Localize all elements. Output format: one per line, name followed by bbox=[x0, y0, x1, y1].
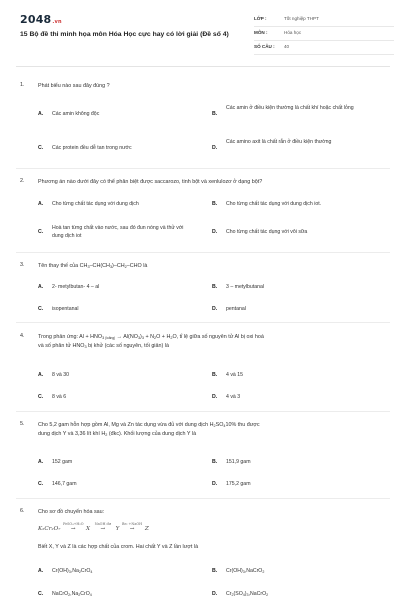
question-separator bbox=[16, 498, 390, 499]
meta-row-subject: MÔN : Hóa học bbox=[254, 27, 394, 41]
question-separator bbox=[16, 411, 390, 412]
question-subtext: Biết X, Y và Z là các hợp chất của crom. Hai chất Y và Z lần lượt là bbox=[38, 544, 199, 550]
header-divider bbox=[16, 66, 390, 67]
meta-row-question-count: SỐ CÂU : 40 bbox=[254, 41, 394, 55]
reaction-scheme: K₂Cr₂O₇ → FeSO₄+H₂O X → NaOH dư Y → Br₂ +NaOH Z bbox=[38, 522, 149, 532]
question-text: Cho 5,2 gam hỗn hợp gồm Al, Mg và Zn tác dụng vừa đủ với dung dịch $H_2SO_410\%$ thu được dung dịch Y và 3,36 lít khí $H_2$ (đkc). Khối lượng của dung dịch Y là bbox=[38, 422, 260, 437]
meta-row-class: LỚP : Tốt nghiệp THPT bbox=[254, 13, 394, 27]
site-logo[interactable]: 2048.vn bbox=[20, 13, 62, 26]
question-text: Trong phản ứng: $Al + HNO_3$ $_{(loãng)} \to Al(NO_3)_3 + N_2O + H_2O$, tỉ lệ giữa số nguyên tử Al bị oxi hoá và số phân tử $HNO_3$ bị khử (các số nguyên, tối giản) là bbox=[38, 334, 264, 349]
document-meta bbox=[254, 13, 394, 55]
question-separator bbox=[16, 168, 390, 169]
document-title: 15 Bộ đề thi minh họa môn Hóa Học cực hay có lời giải (Đề số 4) bbox=[20, 31, 229, 38]
question-separator bbox=[16, 252, 390, 253]
question-text: Phương án nào dưới đây có thể phân biệt được saccarozo, tinh bột và xenlulozơ ở dạng bột? bbox=[38, 179, 263, 185]
document-page: 2048.vn 15 Bộ đề thi minh họa môn Hóa Học cực hay có lời giải (Đề số 4) LỚP : Tốt nghiệp THPT MÔN : Hóa học SỐ CÂU : 40 1. Phát biểu nào sau đây đúng ? A. Các amin không độc B. Các amin ở điều kiện thường là chất khí hoặc chất lỏng C. Các protein đều dễ tan trong nước D. Các amino axit là chất rắn ở điều kiện thường 2. Phương án nào dưới đây có thể phân biệt được saccarozo, tinh bột và xenlulozơ ở dạng bột? A. Cho từng chất tác dụng với dung dịch B. Cho từng chất tác dụng với dung dịch iot. C. Hoà tan từng chất vào nước, sau đó đun nóng và thử với dung dịch iot D. Cho từng chất tác dụng với vôi sữa 3. Tên thay thế của $CH_3-CH(CH_3)-CH_2$–CHO là A. 2- metylbutan- 4 – al B. 3 – metylbutanal C. isopentanal D. pentanal 4. Trong phản ứng: $Al + HNO_3$ $_{(loãng)} \to Al(NO_3)_3 + N_2O + H_2O$, tỉ lệ giữa số nguyên tử Al bị oxi hoá và số phân tử $HNO_3$ bị khử (các số nguyên, tối giản) là A. 8 và 30 B. 4 và 15 C. 8 và 6 D. 4 và 3 5. Cho 5,2 gam hỗn hợp gồm Al, Mg và Zn tác dụng vừa đủ với dung dịch $H_2SO_410\%$ thu được dung dịch Y và 3,36 lít khí $H_2$ (đkc). Khối lượng của dung dịch Y là A. 152 gam B. 151,9 gam C. 146,7 gam D. 175,2 gam 6. Cho sơ đồ chuyển hóa sau: K₂Cr₂O₇ → FeSO₄+H₂O X → NaOH dư Y → Br₂ +NaOH Z Biết X, Y và Z là các hợp chất của crom. Hai chất Y và Z lần lượt là A. $Cr(OH)_3,Na_2CrO_4$ B. $Cr(OH)_3,NaCrO_2$ C. $NaCrO_2,Na_2CrO_4$ D. $Cr_2(SO_4)_3,NaCrO_2$ bbox=[0, 0, 400, 600]
document-header bbox=[0, 0, 400, 62]
question-text: Tên thay thế của $CH_3-CH(CH_3)-CH_2$–CHO là bbox=[38, 263, 148, 269]
question-separator bbox=[16, 322, 390, 323]
question-text: Phát biểu nào sau đây đúng ? bbox=[38, 83, 110, 89]
question-text: Cho sơ đồ chuyển hóa sau: bbox=[38, 509, 105, 515]
